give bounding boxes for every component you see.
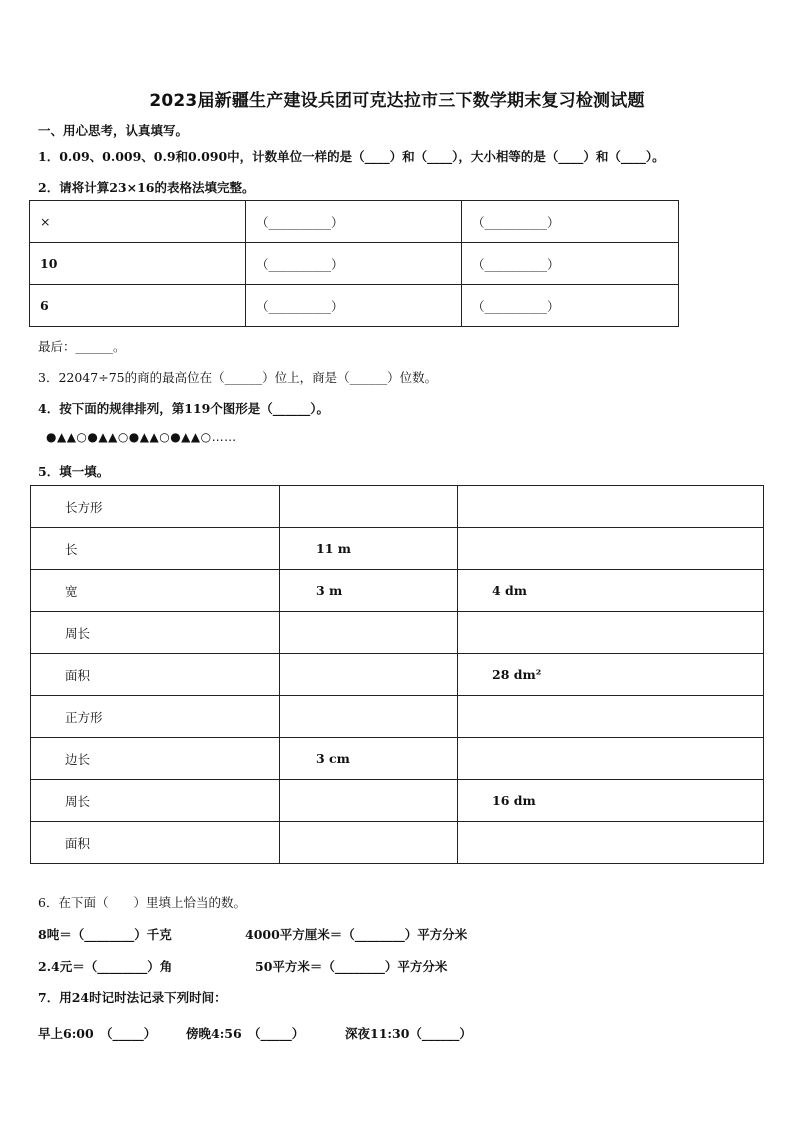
table-cell: 宽 <box>31 570 280 612</box>
table-cell <box>280 780 458 822</box>
table-cell: 长方形 <box>31 486 280 528</box>
table-cell: 面积 <box>31 654 280 696</box>
question-5: 5．填一填。 <box>38 464 110 479</box>
table-cell: 周长 <box>31 780 280 822</box>
answer-blank[interactable]: （__________） <box>462 285 679 327</box>
question-6: 6．在下面（ ）里填上恰当的数。 <box>38 895 246 910</box>
question-1: 1．0.09、0.009、0.9和0.090中，计数单位一样的是（____）和（____），大小相等的是（____）和（____）。 <box>38 149 665 164</box>
table-cell <box>458 612 764 654</box>
table-row <box>31 738 764 780</box>
table-row <box>31 612 764 654</box>
table-cell: 16 dm <box>458 780 764 822</box>
question-6-a: 8吨＝（________）千克 <box>38 927 172 942</box>
table-row <box>30 243 679 285</box>
shape-sequence: ●▲▲○●▲▲○●▲▲○●▲▲○…… <box>46 430 237 444</box>
answer-blank[interactable]: （__________） <box>246 201 462 243</box>
table-row <box>31 780 764 822</box>
answer-blank[interactable]: （__________） <box>246 285 462 327</box>
table-cell: 面积 <box>31 822 280 864</box>
table-cell <box>280 822 458 864</box>
table-cell <box>458 528 764 570</box>
question-6-d: 50平方米＝（________）平方分米 <box>255 959 448 974</box>
question-7-a: 早上6:00 （_____） <box>38 1026 157 1041</box>
table-cell: 6 <box>30 285 246 327</box>
table-cell <box>280 612 458 654</box>
table-row <box>31 822 764 864</box>
table-cell <box>280 486 458 528</box>
table-cell <box>280 654 458 696</box>
question-2-final: 最后：______。 <box>38 339 126 354</box>
table-cell: 正方形 <box>31 696 280 738</box>
question-6-c: 2.4元＝（________）角 <box>38 959 173 974</box>
table-row <box>31 528 764 570</box>
table-cell <box>458 696 764 738</box>
question-3: 3．22047÷75的商的最高位在（______）位上，商是（______）位数。 <box>38 370 438 385</box>
table-cell <box>458 738 764 780</box>
table-row <box>31 570 764 612</box>
table-cell <box>280 696 458 738</box>
table-cell: 28 dm² <box>458 654 764 696</box>
page-title: 2023届新疆生产建设兵团可克达拉市三下数学期末复习检测试题 <box>149 91 645 111</box>
table-cell: 周长 <box>31 612 280 654</box>
shape-table <box>30 485 764 864</box>
table-cell: 11 m <box>280 528 458 570</box>
answer-blank[interactable]: （__________） <box>462 201 679 243</box>
question-7-b: 傍晚4:56 （_____） <box>186 1026 305 1041</box>
section-heading: 一、用心思考，认真填写。 <box>38 123 189 138</box>
multiplication-table <box>29 200 679 327</box>
answer-blank[interactable]: （__________） <box>462 243 679 285</box>
question-4: 4．按下面的规律排列，第119个图形是（______）。 <box>38 401 330 416</box>
table-cell <box>458 822 764 864</box>
table-cell: 边长 <box>31 738 280 780</box>
table-cell <box>458 486 764 528</box>
table-cell: 10 <box>30 243 246 285</box>
table-cell: 长 <box>31 528 280 570</box>
question-2: 2．请将计算23×16的表格法填完整。 <box>38 180 255 195</box>
question-6-b: 4000平方厘米＝（________）平方分米 <box>245 927 468 942</box>
answer-blank[interactable]: （__________） <box>246 243 462 285</box>
table-cell: × <box>30 201 246 243</box>
table-row <box>31 486 764 528</box>
table-row <box>30 285 679 327</box>
question-7: 7．用24时记时法记录下列时间： <box>38 990 227 1005</box>
table-row <box>31 696 764 738</box>
table-row <box>30 201 679 243</box>
table-row <box>31 654 764 696</box>
table-cell: 3 m <box>280 570 458 612</box>
table-cell: 4 dm <box>458 570 764 612</box>
table-cell: 3 cm <box>280 738 458 780</box>
question-7-c: 深夜11:30（______） <box>345 1026 472 1041</box>
